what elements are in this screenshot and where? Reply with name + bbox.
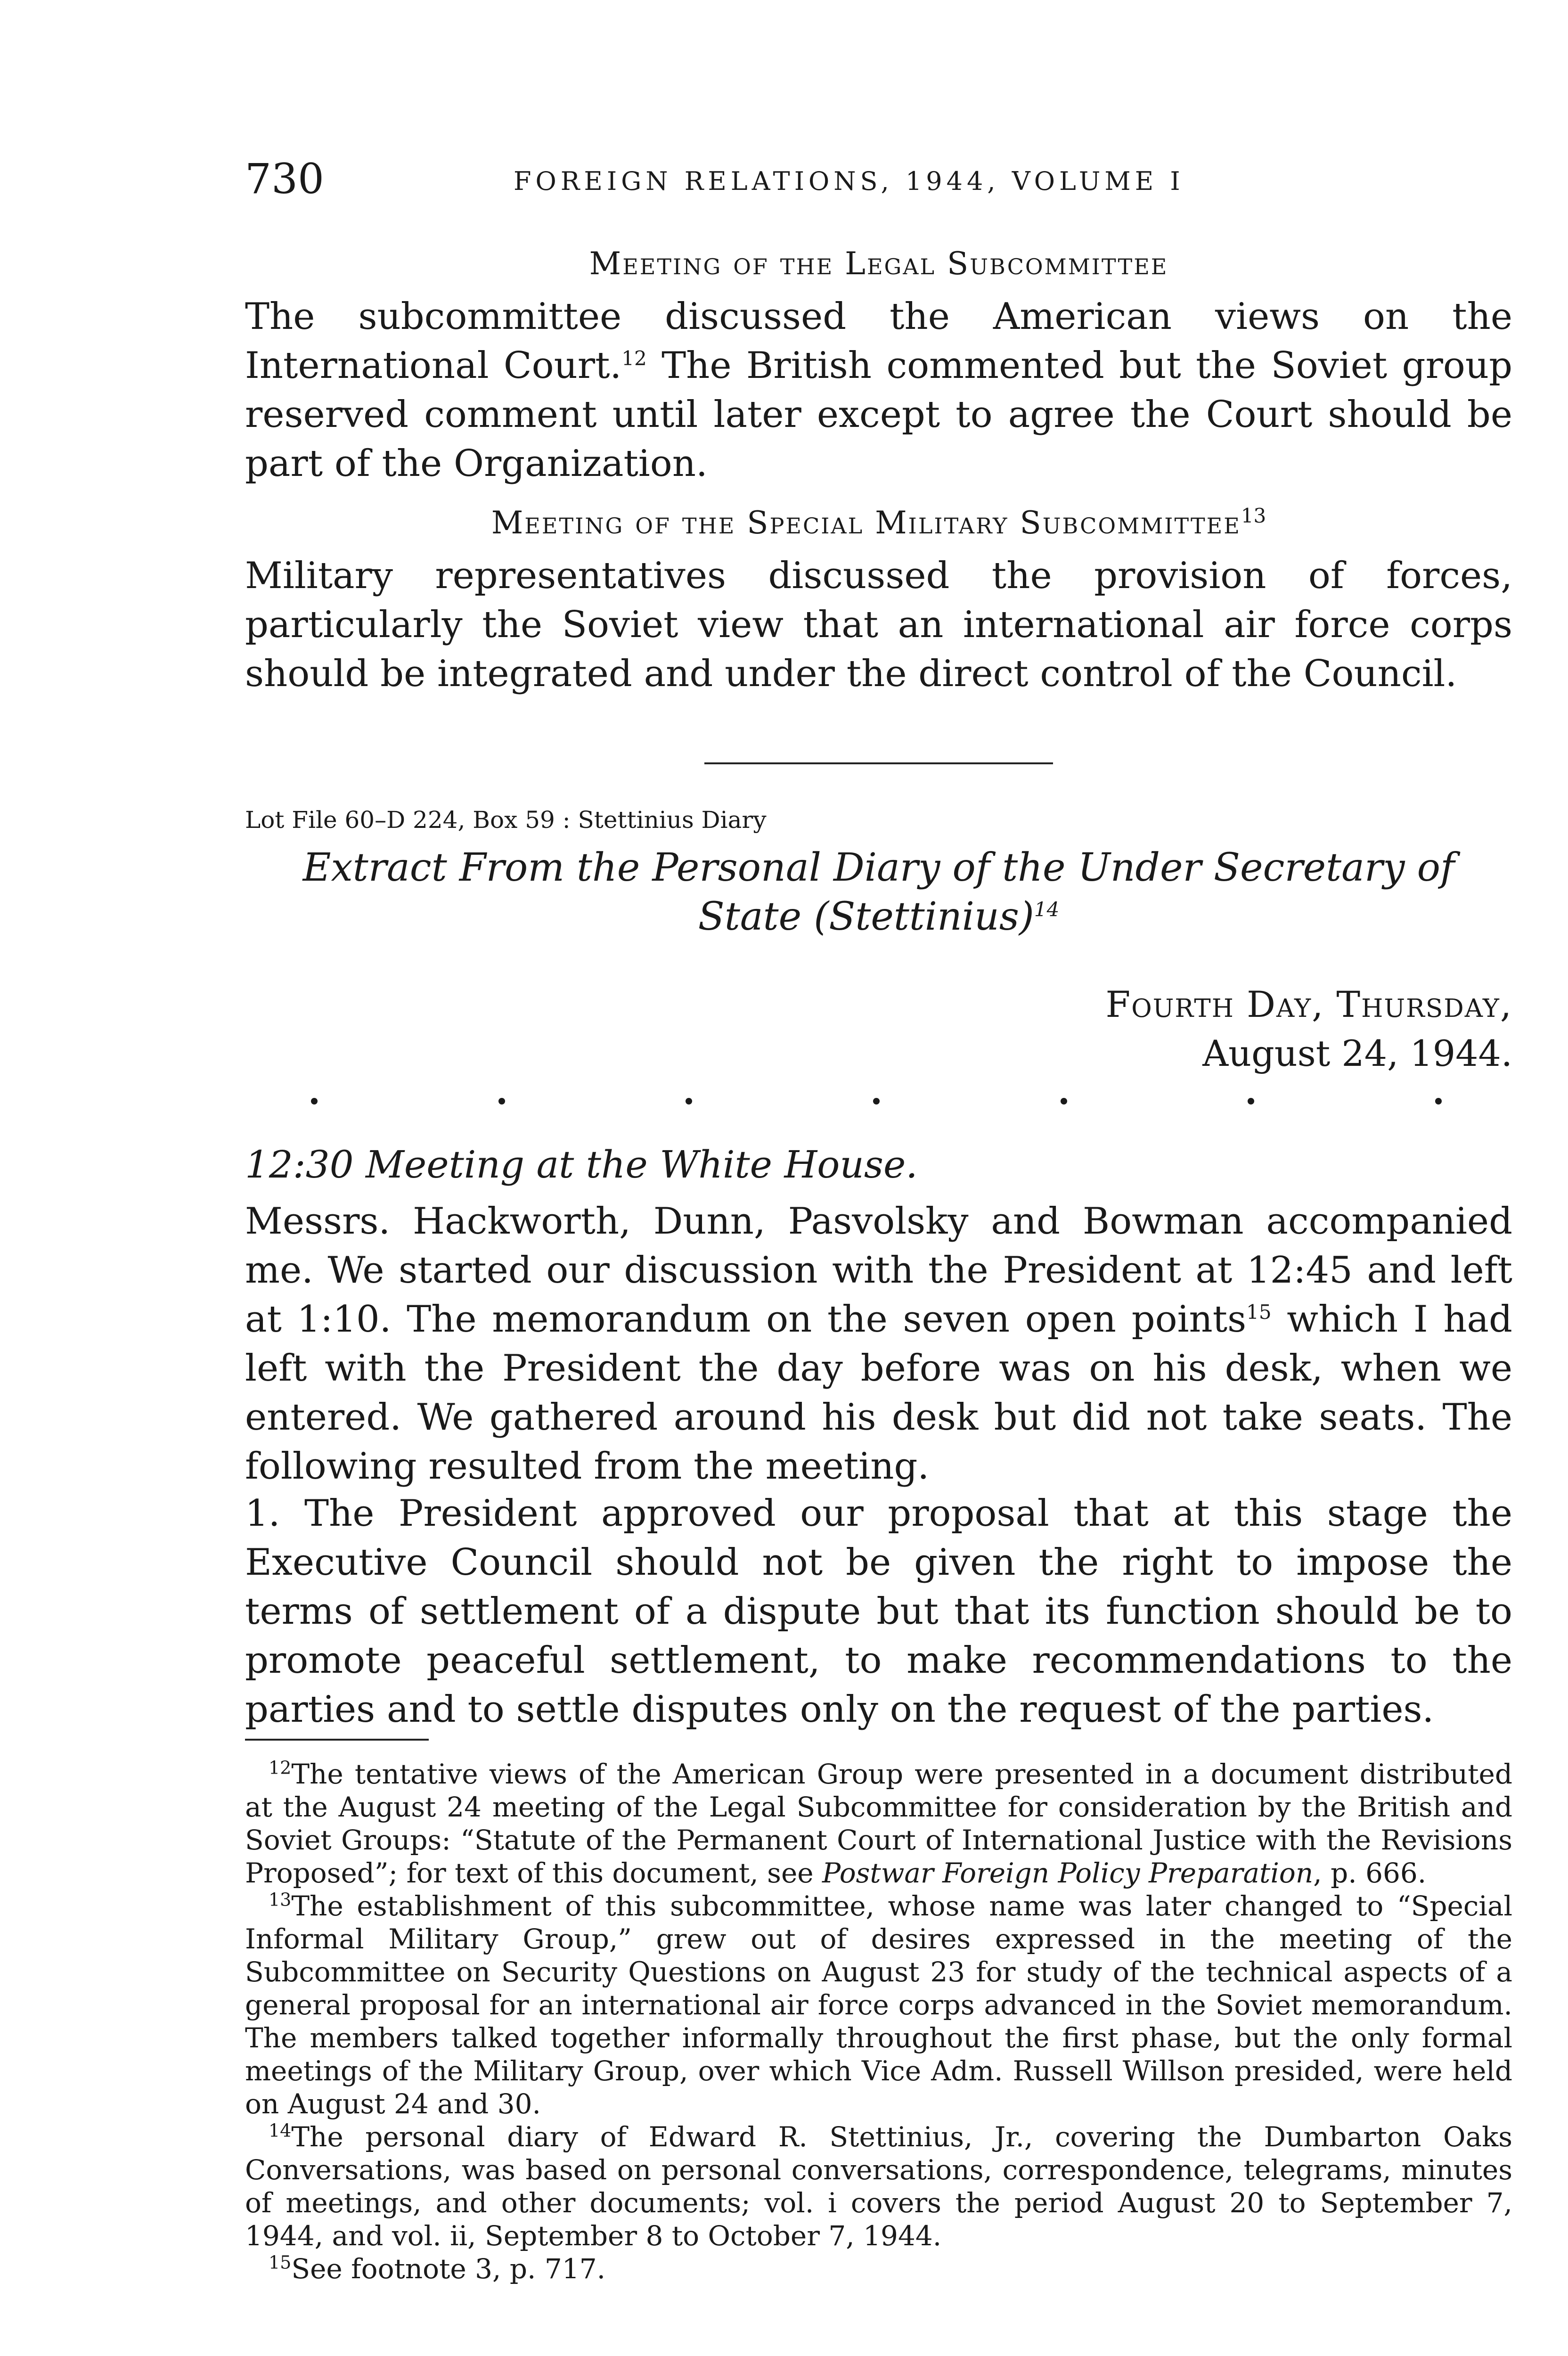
footnote-ref-14[interactable]: 14 <box>1034 898 1060 921</box>
legal-subcommittee-paragraph <box>245 292 1512 488</box>
diary-paragraph-1-text-b: which I had left with the President the day before was on his desk, when we entered. We gathered around his desk but did not take seats. The following resulted from the meeting. <box>245 1298 1512 1488</box>
footnote-number: 15 <box>269 2252 292 2273</box>
footnote-text: See footnote 3, p. 717. <box>291 2253 606 2285</box>
military-subcommittee-heading-text: Meeting of the Special Military Subcommittee <box>491 505 1241 541</box>
footnote-14 <box>245 2120 1512 2252</box>
document-title <box>245 843 1512 941</box>
legal-paragraph-text-1: The subcommittee discussed the American views on the International Court. <box>245 295 1512 387</box>
meeting-heading: 12:30 Meeting at the White House. <box>245 1143 918 1186</box>
footnote-rule <box>245 1739 429 1741</box>
footnote-number: 12 <box>269 1757 292 1778</box>
ellipsis-dot <box>1248 1098 1254 1104</box>
military-subcommittee-heading <box>245 499 1512 547</box>
dateline-date: August 24, 1944. <box>1202 1032 1512 1074</box>
footnote-text: The establishment of this subcommittee, whose name was later changed to “Special Informal Military Group,” grew out of desires expressed in the meeting of the Subcommittee on Security Questions on August 23 for study of the technical aspects of a general proposal for an international air force corps advanced in the Soviet memorandum. The members talked together informally throughout the first phase, but the only formal meetings of the Military Group, over which Vice Adm. Russell Willson presided, were held on August 24 and 30. <box>245 1890 1512 2120</box>
footnote-ref-13[interactable]: 13 <box>1241 504 1266 527</box>
footnote-tail: , p. 666. <box>1313 1857 1427 1889</box>
footnote-number: 13 <box>269 1889 292 1910</box>
page-number: 730 <box>245 155 324 203</box>
ellipsis-dot <box>1435 1098 1442 1104</box>
footnote-15 <box>245 2252 1512 2285</box>
legal-paragraph-text-2: The British commented but the Soviet group reserved comment until later except to agree the Court should be part of the Organization. <box>245 344 1512 485</box>
legal-subcommittee-heading-text: Meeting of the Legal Subcommittee <box>589 245 1168 282</box>
running-title: FOREIGN RELATIONS, 1944, VOLUME I <box>514 166 1184 196</box>
footnote-text: The personal diary of Edward R. Stettinius, Jr., covering the Dumbarton Oaks Conversations, was based on personal conversations, correspondence, telegrams, minutes of meetings, and other documents; vol. i covers the period August 20 to September 7, 1944, and vol. ii, September 8 to October 7, 1944. <box>245 2121 1512 2252</box>
running-header <box>245 155 1512 203</box>
omission-ellipsis <box>311 1098 1442 1104</box>
footnote-number: 14 <box>269 2120 292 2141</box>
ellipsis-dot <box>686 1098 692 1104</box>
footnote-text: The tentative views of the American Group were presented in a document distributed at the August 24 meeting of the Legal Subcommittee for consideration by the British and Soviet Groups: “Statute of the Permanent Court of International Justice with the Revisions Proposed”; for text of this document, see <box>245 1758 1512 1889</box>
document-source: Lot File 60–D 224, Box 59 : Stettinius Diary <box>245 806 767 834</box>
ellipsis-dot <box>498 1098 505 1104</box>
footnote-ref-12[interactable]: 12 <box>621 347 647 370</box>
dateline-day: Fourth Day, Thursday, <box>1105 983 1512 1025</box>
military-subcommittee-paragraph: Military representatives discussed the provision of forces, particularly the Soviet view that an international air force corps should be integrated and under the direct control of the Council. <box>245 555 1512 695</box>
footnote-12 <box>245 1758 1512 1890</box>
section-divider <box>704 762 1053 764</box>
document-title-text: Extract From the Personal Diary of the Under Secretary of State (Stettinius) <box>302 845 1455 939</box>
footnote-citation: Postwar Foreign Policy Preparation <box>822 1857 1314 1889</box>
ellipsis-dot <box>311 1098 318 1104</box>
footnotes <box>245 1758 1512 2285</box>
ellipsis-dot <box>1061 1098 1067 1104</box>
footnote-ref-15[interactable]: 15 <box>1246 1301 1272 1324</box>
diary-paragraph-2: 1. The President approved our proposal that at this stage the Executive Council should not be given the right to impose the terms of settlement of a dispute but that its function should be to promote peaceful settlement, to make recommendations to the parties and to settle disputes only on the request of the parties. <box>245 1492 1512 1731</box>
ellipsis-dot <box>873 1098 880 1104</box>
diary-paragraph-1-text-a: Messrs. Hackworth, Dunn, Pasvolsky and Bowman accompanied me. We started our discussion with the President at 12:45 and left at 1:10. The memorandum on the seven open points <box>245 1200 1512 1341</box>
dateline <box>1106 980 1512 1078</box>
diary-paragraph-1 <box>245 1197 1512 1491</box>
legal-subcommittee-heading <box>245 240 1512 287</box>
footnote-13 <box>245 1890 1512 2120</box>
